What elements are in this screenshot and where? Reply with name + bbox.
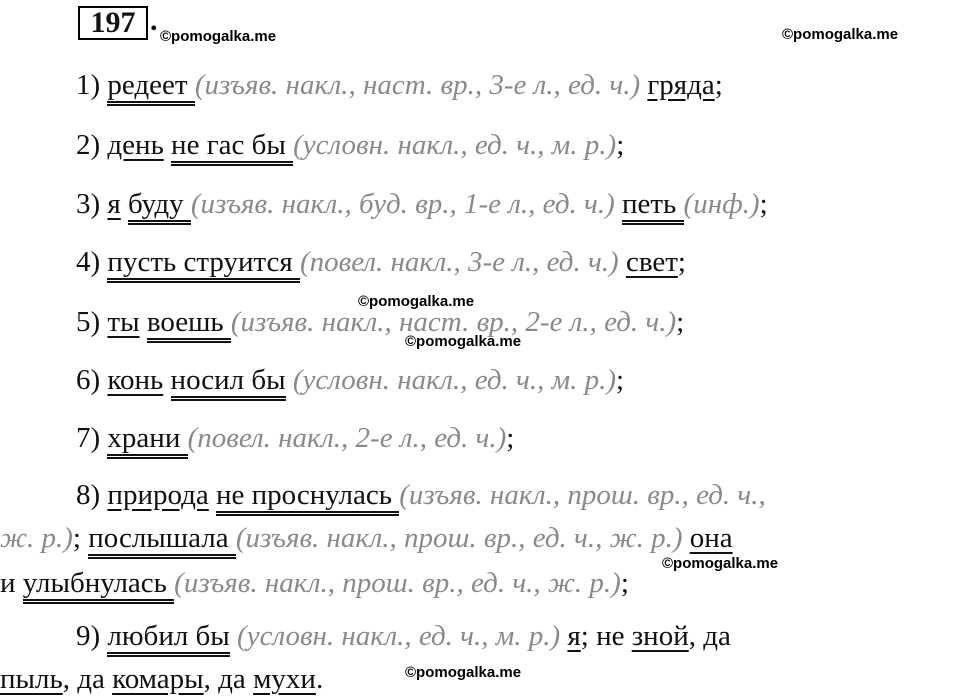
text-line	[76, 187, 768, 221]
text-segment: ;	[714, 69, 723, 101]
text-segment	[682, 522, 689, 554]
grammar-note: (изъяв. накл., прош. вр., ед. ч., ж. р.)	[174, 567, 621, 599]
text-segment: ;	[506, 422, 515, 454]
underlined-word: пусть струится	[107, 246, 300, 283]
text-segment: .	[315, 663, 324, 695]
underlined-word: буду	[128, 188, 191, 225]
text-segment: ;	[676, 306, 685, 338]
grammar-note: (условн. накл., ед. ч., м. р.)	[229, 620, 561, 652]
text-line	[76, 421, 514, 455]
underlined-word: храни	[107, 422, 187, 459]
text-segment: 2)	[76, 129, 108, 161]
text-line	[76, 619, 731, 653]
underlined-word: зной	[631, 620, 689, 652]
text-segment: ;	[616, 364, 625, 396]
text-segment: ;	[72, 522, 89, 554]
text-line	[76, 245, 686, 279]
underlined-word: я	[107, 188, 121, 220]
grammar-note: (изъяв. накл., прош. вр., ед. ч.,	[399, 479, 766, 511]
underlined-word: свет	[625, 246, 678, 278]
text-segment	[619, 246, 626, 278]
text-segment: 9)	[76, 620, 108, 652]
text-segment	[140, 306, 147, 338]
underlined-word: улыбнулась	[23, 567, 174, 604]
text-line	[76, 305, 684, 339]
text-line	[76, 363, 624, 397]
text-segment: и	[0, 567, 23, 599]
grammar-note: (повел. накл., 2-е л., ед. ч.)	[187, 422, 507, 454]
text-segment: ;	[616, 129, 625, 161]
text-segment: 5)	[76, 306, 108, 338]
underlined-word: гряда	[647, 69, 715, 101]
underlined-word: пыль	[0, 663, 63, 695]
underlined-word: ты	[107, 306, 140, 338]
underlined-word: воешь	[147, 306, 231, 343]
grammar-note: (условн. накл., ед. ч., м. р.)	[285, 364, 617, 396]
text-line	[0, 521, 733, 555]
grammar-note: (изъяв. накл., прош. вр., ед. ч., ж. р.)	[235, 522, 683, 554]
text-segment: , да	[62, 663, 113, 695]
text-segment: 7)	[76, 422, 108, 454]
underlined-word: день	[107, 129, 164, 161]
text-segment: ;	[677, 246, 686, 278]
text-segment	[164, 129, 171, 161]
watermark: ©pomogalka.me	[405, 664, 522, 681]
grammar-note: (изъяв. накл., наст. вр., 2-е л., ед. ч.)	[230, 306, 677, 338]
text-line	[76, 478, 766, 512]
text-line	[76, 128, 624, 162]
text-line	[76, 68, 723, 102]
text-segment: ;	[759, 188, 768, 220]
text-segment: 4)	[76, 246, 108, 278]
text-segment: 8)	[76, 479, 108, 511]
underlined-word: не проснулась	[216, 479, 399, 516]
text-segment	[163, 364, 170, 396]
grammar-note: ж. р.)	[0, 522, 73, 554]
exercise-number: 197	[78, 6, 148, 40]
text-line	[0, 662, 323, 696]
text-segment: 6)	[76, 364, 108, 396]
underlined-word: природа	[107, 479, 209, 511]
text-segment: 1)	[76, 69, 108, 101]
underlined-word: петь	[622, 188, 684, 225]
underlined-word: не гас бы	[171, 129, 293, 166]
text-segment	[209, 479, 216, 511]
underlined-word: она	[689, 522, 733, 554]
text-segment: 3)	[76, 188, 108, 220]
underlined-word: послышала	[88, 522, 236, 559]
underlined-word: я	[567, 620, 581, 652]
grammar-note: (изъяв. накл., наст. вр., 3-е л., ед. ч.)	[194, 69, 641, 101]
underlined-word: любил бы	[107, 620, 229, 657]
grammar-note: (условн. накл., ед. ч., м. р.)	[293, 129, 617, 161]
underlined-word: конь	[107, 364, 164, 396]
underlined-word: редеет	[107, 69, 194, 106]
text-segment	[615, 188, 622, 220]
watermark: ©pomogalka.me	[662, 555, 779, 572]
underlined-word: комары	[112, 663, 204, 695]
watermark: ©pomogalka.me	[405, 333, 522, 350]
underlined-word: носил бы	[171, 364, 286, 401]
text-segment: ;	[620, 567, 629, 599]
underlined-word: мухи	[253, 663, 316, 695]
text-segment: , да	[203, 663, 254, 695]
grammar-note: (инф.)	[683, 188, 760, 220]
watermark: ©pomogalka.me	[358, 293, 475, 310]
grammar-note: (изъяв. накл., буд. вр., 1-е л., ед. ч.)	[190, 188, 615, 220]
watermark: ©pomogalka.me	[160, 28, 277, 45]
text-segment	[121, 188, 128, 220]
text-line	[0, 566, 629, 600]
text-segment: , да	[688, 620, 731, 652]
text-segment: ; не	[580, 620, 632, 652]
exercise-number-dot: .	[150, 4, 158, 37]
grammar-note: (повел. накл., 3-е л., ед. ч.)	[300, 246, 619, 278]
watermark: ©pomogalka.me	[782, 26, 899, 43]
